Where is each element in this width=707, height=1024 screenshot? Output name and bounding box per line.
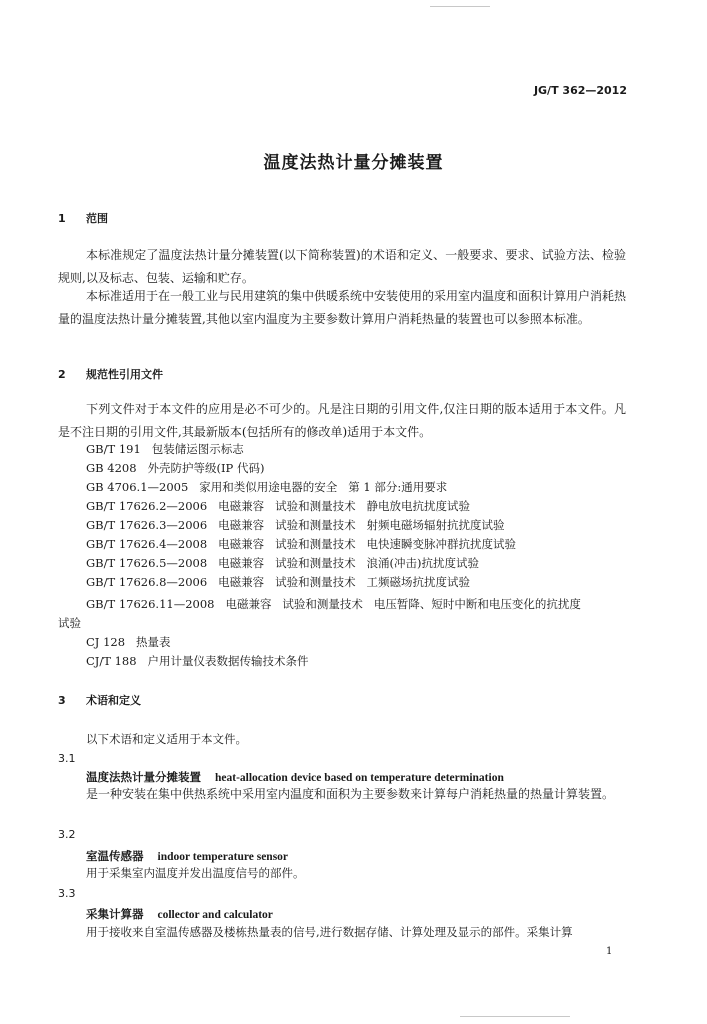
term-definition: 用于采集室内温度并发出温度信号的部件。	[86, 866, 305, 880]
reference-item: GB/T 17626.2—2006 电磁兼容 试验和测量技术 静电放电抗扰度试验	[86, 499, 471, 513]
section-number: 1	[58, 212, 66, 225]
section-title: 范围	[86, 212, 108, 225]
term-english: collector and calculator	[157, 909, 273, 921]
reference-item: GB/T 17626.5—2008 电磁兼容 试验和测量技术 浪涌(冲击)抗扰度试验	[86, 556, 480, 570]
term-entry	[86, 848, 288, 864]
reference-item-continuation: 试验	[58, 616, 81, 630]
term-entry	[86, 769, 504, 785]
definition-text: 是一种安装在集中供热系统中采用室内温度和面积为主要参数来计算每户消耗热量的热量计算装置。	[86, 787, 615, 801]
reference-item: CJ/T 188 户用计量仪表数据传输技术条件	[86, 654, 309, 668]
clause-number: 3.2	[58, 828, 76, 841]
reference-item: GB/T 17626.4—2008 电磁兼容 试验和测量技术 电快速瞬变脉冲群抗扰度试验	[86, 537, 517, 551]
term-definition: 用于接收来自室温传感器及楼栋热量表的信号,进行数据存储、计算处理及显示的部件。采集计算	[86, 925, 573, 939]
scan-artifact	[430, 6, 490, 7]
reference-item: GB/T 17626.8—2006 电磁兼容 试验和测量技术 工频磁场抗扰度试验	[86, 575, 471, 589]
section-3-heading	[58, 692, 141, 708]
section-title: 术语和定义	[86, 694, 141, 707]
scope-paragraph-1	[58, 244, 626, 289]
term-entry	[86, 906, 273, 922]
page-number: 1	[606, 946, 613, 957]
reference-item: GB/T 191 包装储运图示标志	[86, 442, 244, 456]
standard-number: JG/T 362—2012	[533, 84, 627, 97]
scan-artifact	[460, 1016, 570, 1017]
term-english: heat-allocation device based on temperature determination	[215, 772, 504, 784]
section-number: 3	[58, 694, 66, 707]
reference-item: GB 4208 外壳防护等级(IP 代码)	[86, 461, 265, 475]
reference-item: GB/T 17626.3—2006 电磁兼容 试验和测量技术 射频电磁场辐射抗扰度试验	[86, 518, 505, 532]
section-2-heading	[58, 366, 163, 382]
paragraph-text: 下列文件对于本文件的应用是必不可少的。凡是注日期的引用文件,仅注日期的版本适用于本文件。凡是不注日期的引用文件,其最新版本(包括所有的修改单)适用于本文件。	[58, 402, 626, 439]
document-title: 温度法热计量分摊装置	[263, 153, 444, 173]
term-chinese: 采集计算器	[86, 907, 144, 921]
paragraph-text: 本标准适用于在一般工业与民用建筑的集中供暖系统中安装使用的采用室内温度和面积计算用户消耗热量的温度法热计量分摊装置,其他以室内温度为主要参数计算用户消耗热量的装置也可以参照本标准。	[58, 289, 627, 326]
paragraph-text: 本标准规定了温度法热计量分摊装置(以下简称装置)的术语和定义、一般要求、要求、试验方法、检验规则,以及标志、包装、运输和贮存。	[58, 248, 626, 285]
clause-number: 3.1	[58, 752, 76, 765]
section-number: 2	[58, 368, 66, 381]
reference-item: GB/T 17626.11—2008 电磁兼容 试验和测量技术 电压暂降、短时中断和电压变化的抗扰度	[86, 597, 581, 611]
scope-paragraph-2	[58, 285, 626, 330]
term-definition	[58, 784, 626, 804]
term-chinese: 温度法热计量分摊装置	[86, 770, 201, 784]
reference-item: GB 4706.1—2005 家用和类似用途电器的安全 第 1 部分:通用要求	[86, 480, 448, 494]
references-intro	[58, 398, 626, 443]
term-english: indoor temperature sensor	[157, 851, 289, 863]
term-chinese: 室温传感器	[86, 849, 144, 863]
section-1-heading	[58, 210, 108, 226]
section-title: 规范性引用文件	[86, 368, 163, 381]
reference-item: CJ 128 热量表	[86, 635, 171, 649]
clause-number: 3.3	[58, 887, 76, 900]
terms-intro: 以下术语和定义适用于本文件。	[86, 732, 247, 746]
